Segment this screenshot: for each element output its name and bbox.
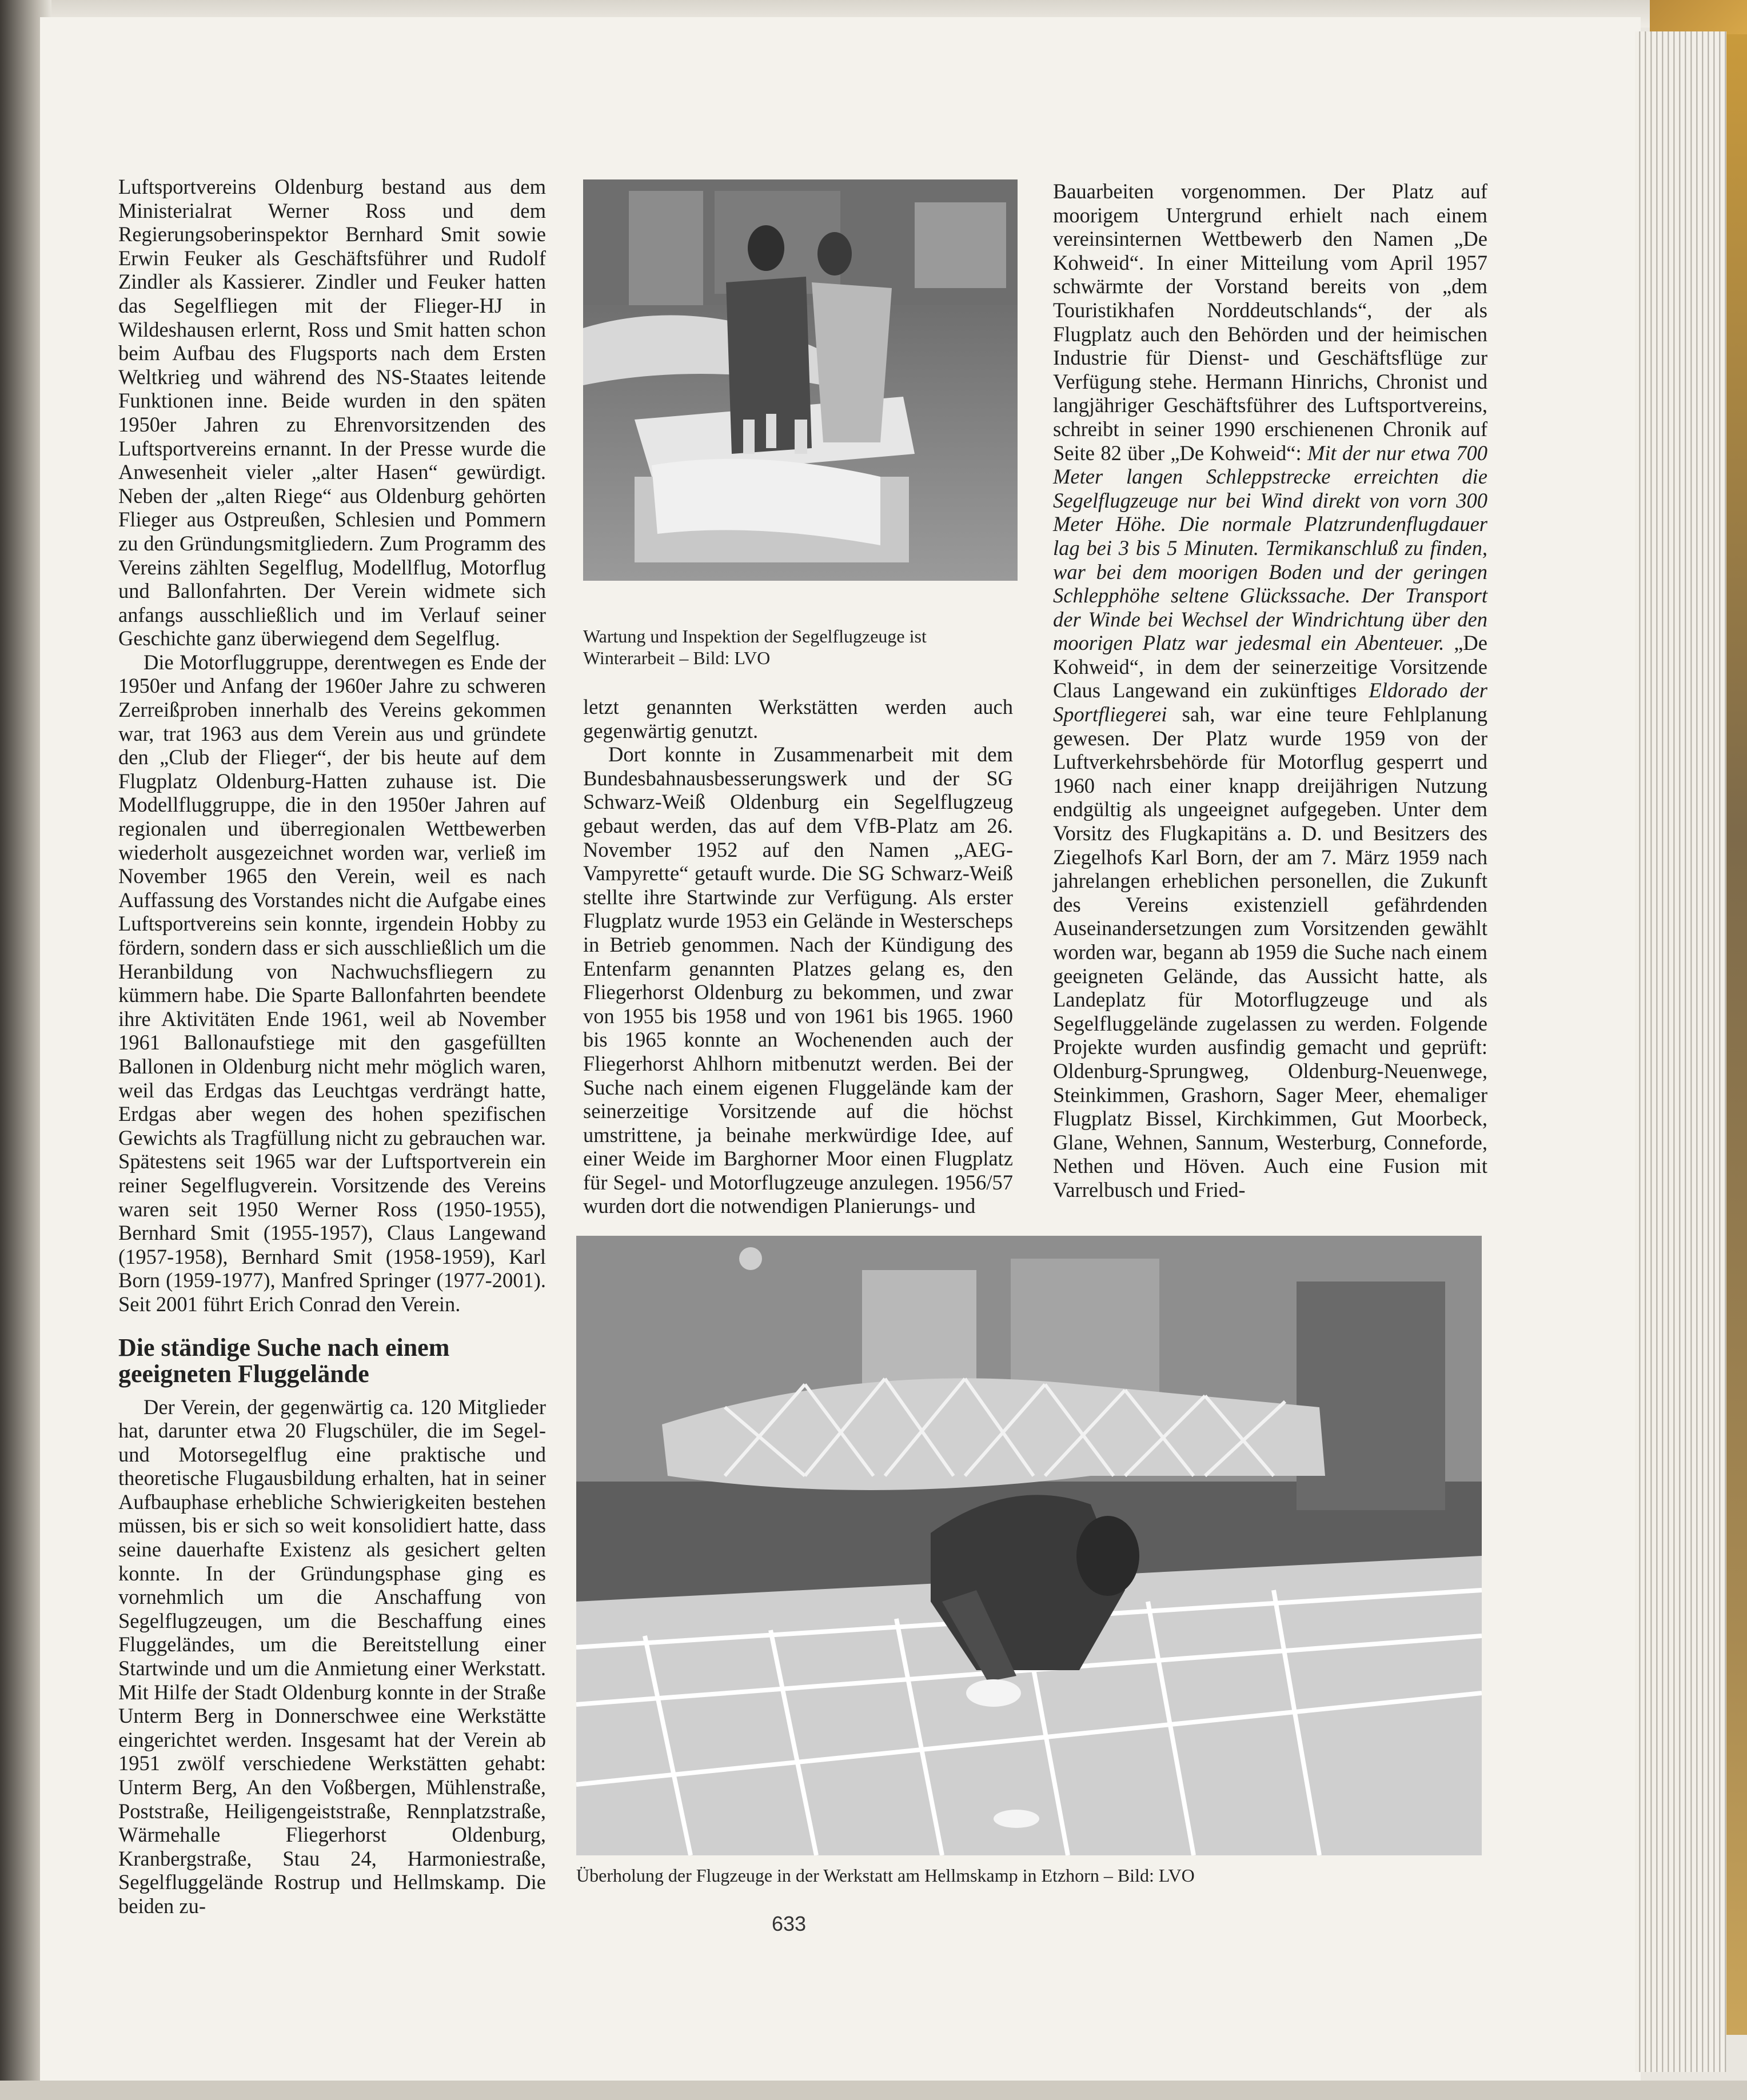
book-cover-edge xyxy=(1726,34,1747,2035)
text-column-1 xyxy=(118,175,546,1918)
paragraph: Luftsportvereins Oldenburg bestand aus dem Ministerialrat Werner Ross und dem Regierungsoberinspektor Bernhard Smit sowie Erwin Feuker als Geschäftsführer und Rudolf Zindler als Kassierer. Zindler und Feuker hatten das Segelfliegen mit der Flieger-HJ in Wildeshausen erlernt, Ross und Smit hatten schon beim Aufbau des Flugsports nach dem Ersten Weltkrieg und während des NS-Staates leitende Funktionen inne. Beide wurden in den späten 1950er Jahren zu Ehrenvorsitzenden des Luftsportvereins ernannt. In der Presse wurde die Anwesenheit vieler „alter Hasen“ gewürdigt. Neben der „alten Riege“ aus Oldenburg gehörten Flieger aus Ostpreußen, Schlesien und Pommern zu den Gründungsmitgliedern. Zum Programm des Vereins zählten Segelflug, Modellflug, Motorflug und Ballonfahrten. Der Verein widmete sich anfangs ausschließlich und im Verlauf seiner Geschichte ganz überwiegend dem Segelflug. xyxy=(118,175,546,650)
photo-aircraft-overhaul xyxy=(576,1236,1482,1855)
quote-italic: Mit der nur etwa 700 Meter langen Schleppstrecke erreichten die Segelflugzeuge nur bei Wind direkt von vorn 300 Meter Höhe. Die normale Platzrundenflugdauer lag bei 3 bis 5 Minuten. Termikanschluß zu finden, war bei dem moorigen Boden und der geringen Schlepphöhe seltene Glückssache. Der Transport der Winde bei Wechsel der Windrichtung über den moorigen Platz war jedesmal ein Abenteuer. xyxy=(1053,441,1488,655)
page-edges xyxy=(1635,31,1726,2072)
photo-workshop-inspection xyxy=(583,179,1018,581)
photo-caption: Wartung und Inspektion der Segelflugzeuge ist Winterarbeit – Bild: LVO xyxy=(583,626,927,668)
section-heading: Die ständige Suche nach einem geeigneten Fluggelände xyxy=(118,1333,450,1388)
paragraph: Die Motorfluggruppe, derentwegen es Ende der 1950er und Anfang der 1960er Jahre zu schweren Zerreißproben innerhalb des Vereins gekommen war, trat 1963 aus dem Verein aus und gründete den „Club der Flieger“, der bis heute auf dem Flugplatz Oldenburg-Hatten zuhause ist. Die Modellfluggruppe, die in den 1950er Jahren auf regionalen und überregionalen Wettbewerben wiederholt ausgezeichnet worden war, verließ im November 1965 den Verein, weil es nach Auffassung des Vorstandes nicht die Aufgabe eines Luftsportvereins sein konnte, irgendein Hobby zu fördern, sondern dass er sich ausschließlich um die Heranbildung von Nachwuchsfliegern zu kümmern habe. Die Sparte Ballonfahrten beendete ihre Aktivitäten Ende 1961, weil ab November 1961 Ballonaufstiege mit den gasgefüllten Ballonen in Oldenburg nicht mehr möglich waren, weil das Erdgas das Leuchtgas verdrängt hatte, Erdgas aber wegen des hohen spezifischen Gewichts als Tragfüllung nicht zu gebrauchen war. Spätestens seit 1965 war der Luftsportverein ein reiner Segelflugverein. Vorsitzende des Vereins waren seit 1950 Werner Ross (1950-1955), Bernhard Smit (1955-1957), Claus Langewand (1957-1958), Bernhard Smit (1958-1959), Karl Born (1959-1977), Manfred Springer (1977-2001). Seit 2001 führt Erich Conrad den Verein. xyxy=(118,650,546,1316)
photo-caption: Überholung der Flugzeuge in der Werkstatt am Hellmskamp in Etzhorn – Bild: LVO xyxy=(576,1865,1195,1886)
text-column-3 xyxy=(1053,179,1487,1202)
paragraph xyxy=(1053,179,1487,1202)
scan-bottom-edge xyxy=(0,2081,1747,2100)
text-span: Bauarbeiten vorgenommen. Der Platz auf moorigem Untergrund erhielt nach einem vereinsinternen Wettbewerb den Namen „De Kohweid“. In einer Mitteilung vom April 1957 schwärmte der Vorstand bereits von „dem Touristikhafen Norddeutschlands“, der als Flugplatz auch den Behörden und der heimischen Industrie für Dienst- und Geschäftsflüge zur Verfügung stehe. Hermann Hinrichs, Chronist und langjähriger Geschäftsführer des Luftsportvereins, schreibt in seiner 1990 erschienenen Chronik auf Seite 82 über „De Kohweid“: xyxy=(1053,179,1487,465)
paragraph: letzt genannten Werkstätten werden auch gegenwärtig genutzt. xyxy=(583,695,1013,742)
text-span: „De Kohweid“, in dem der seinerzeitige Vorsitzende Claus Langewand ein zukünftiges xyxy=(1053,631,1487,702)
paragraph: Dort konnte in Zusammenarbeit mit dem Bundesbahnausbesserungswerk und der SG Schwarz-Weiß Oldenburg ein Segelflugzeug gebaut werden, das auf dem VfB-Platz am 26. November 1952 auf den Namen „AEG-Vampyrette“ getauft wurde. Die SG Schwarz-Weiß stellte ihre Startwinde zur Verfügung. Als erster Flugplatz wurde 1953 ein Gelände in Westerscheps in Betrieb genommen. Nach der Kündigung des Entenfarm genannten Platzes gelang es, den Fliegerhorst Oldenburg zu bekommen, und zwar von 1955 bis 1958 und von 1961 bis 1965. 1960 bis 1965 konnte an Wochenenden auch der Fliegerhorst Ahlhorn mitbenutzt werden. Bei der Suche nach einem eigenen Fluggelände kam der seinerzeitige Vorsitzende auf die höchst umstrittene, ja beinahe merkwürdige Idee, auf einer Weide im Barghorner Moor einen Flugplatz für Segel- und Motorflugzeuge anzulegen. 1956/57 wurden dort die notwendigen Planierungs- und xyxy=(583,742,1013,1218)
text-column-2 xyxy=(583,695,1013,1218)
page-number: 633 xyxy=(771,1912,807,1935)
paragraph: Der Verein, der gegenwärtig ca. 120 Mitglieder hat, darunter etwa 20 Flugschüler, die im Segel- und Motorsegelflug eine praktische und theoretische Flugausbildung erhalten, hat in seiner Aufbauphase erhebliche Schwierigkeiten bestehen müssen, bis er sich so weit konsolidiert hatte, dass seine dauerhafte Existenz als gesichert gelten konnte. In der Gründungsphase ging es vornehmlich um die Anschaffung von Segelflugzeugen, um die Beschaffung eines Fluggeländes, um die Bereitstellung einer Startwinde und um die Anmietung einer Werkstatt. Mit Hilfe der Stadt Oldenburg konnte in der Straße Unterm Berg in Donnerschwee eine Werkstätte eingerichtet werden. Insgesamt hat der Verein ab 1951 zwölf verschiedene Werkstätten gehabt: Unterm Berg, An den Voßbergen, Mühlenstraße, Poststraße, Heiligengeiststraße, Rennplatzstraße, Wärmehalle Fliegerhorst Oldenburg, Kranbergstraße, Stau 24, Harmoniestraße, Segelfluggelände Rostrup und Hellmskamp. Die beiden zu- xyxy=(118,1395,546,1918)
text-span: sah, war eine teure Fehlplanung gewesen. Der Platz wurde 1959 von der Luftverkehrsbehörde für Motorflug gesperrt und 1960 nach einer knapp dreijährigen Nutzung endgültig als ungeeignet aufgegeben. Unter dem Vorsitz des Flugkapitäns a. D. und Besitzers des Ziegelhofs Karl Born, der am 7. März 1959 nach jahrelangen erheblichen personellen, die Zukunft des Vereins existenziell gefährdenden Auseinandersetzungen zum Vorsitzenden gewählt worden war, begann ab 1959 die Suche nach einem geeigneten Gelände, das Aussicht hatte, als Landeplatz für Motorflugzeuge und als Segelfluggelände zugelassen zu werden. Folgende Projekte wurden ausfindig gemacht und geprüft: Oldenburg-Sprungweg, Oldenburg-Neuenwege, Steinkimmen, Grashorn, Sager Meer, ehemaliger Flugplatz Bissel, Kirchkimmen, Gut Moorbeck, Glane, Wehnen, Sannum, Westerburg, Conneforde, Nethen und Höven. Auch eine Fusion mit Varrelbusch und Fried- xyxy=(1053,702,1487,1201)
quote-italic: Eldorado der Sportfliegerei xyxy=(1053,678,1488,726)
